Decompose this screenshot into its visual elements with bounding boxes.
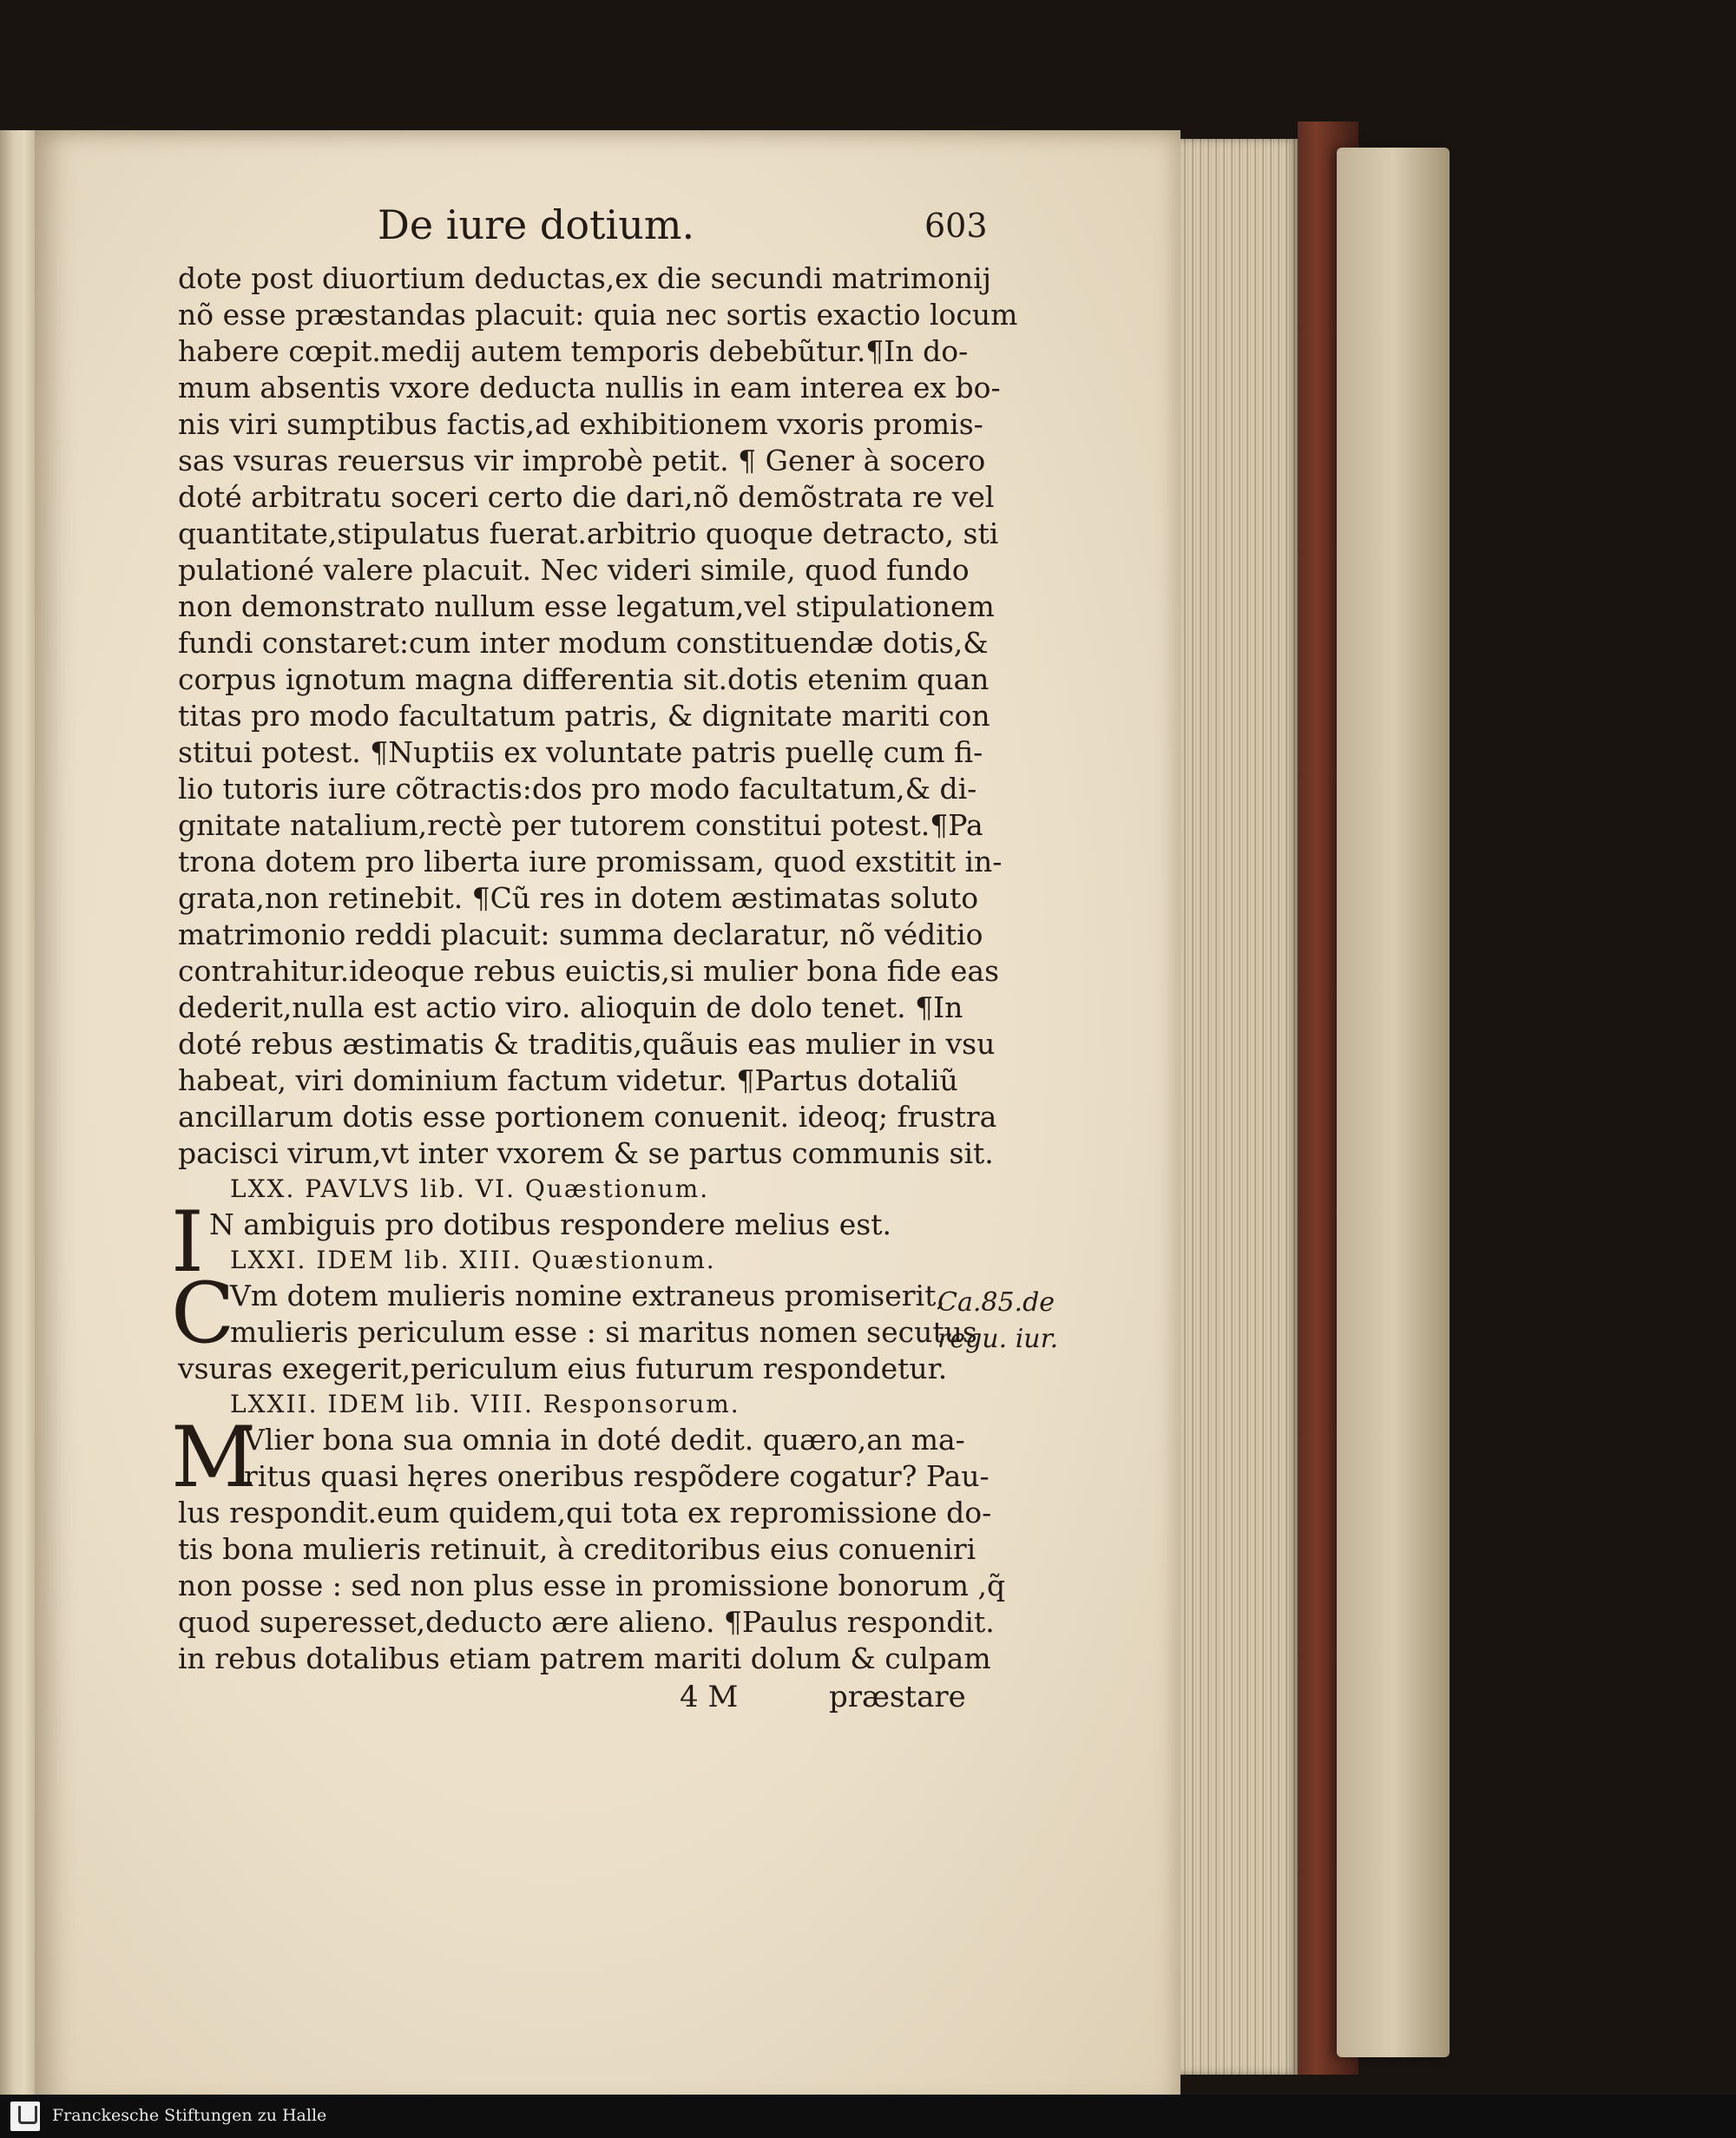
margin-note-line-1: Ca.85.de <box>937 1287 1055 1318</box>
text-line: in rebus dotalibus etiam patrem mariti dolum & culpam <box>178 1641 991 1675</box>
text-line: non demonstrato nullum esse legatum,vel stipulationem <box>178 589 995 623</box>
text-line: lus respondit.eum quidem,qui tota ex repromissione do- <box>178 1496 992 1529</box>
text-line: grata,non retinebit. ¶Cũ res in dotem æstimatas soluto <box>178 881 979 915</box>
text-line: doté arbitratu soceri certo die dari,nõ demõstrata re vel <box>178 480 995 514</box>
text-line: quod superesset,deducto ære alieno. ¶Paulus respondit. <box>178 1605 995 1639</box>
text-line: dote post diuortium deductas,ex die secundi matrimonij <box>178 261 991 295</box>
paragraph-71 <box>171 1265 977 1387</box>
text-line: mum absentis vxore deducta nullis in eam interea ex bo- <box>178 371 1001 405</box>
page-header <box>178 201 988 260</box>
text-line: trona dotem pro liberta iure promissam, quod exstitit in- <box>178 845 1003 878</box>
facing-page-edge <box>0 130 35 2127</box>
text-line: non posse : sed non plus esse in promissione bonorum ,q̃ <box>178 1569 1006 1602</box>
text-line: nis viri sumptibus factis,ad exhibitionem vxoris promis- <box>178 407 983 441</box>
text-line: N ambiguis pro dotibus respondere melius est. <box>209 1207 891 1241</box>
paragraph-72 <box>171 1409 1006 1677</box>
page-block-edges <box>1180 139 1298 2075</box>
footer-bar <box>0 2095 1736 2138</box>
text-line: habere cœpit.medij autem temporis debebũtur.¶In do- <box>178 334 969 368</box>
text-line: vsuras exegerit,periculum eius futurum respondetur. <box>178 1352 948 1385</box>
text-line: lio tutoris iure cõtractis:dos pro modo facultatum,& di- <box>178 772 977 806</box>
text-line: Vm dotem mulieris nomine extraneus promiserit, <box>230 1279 945 1312</box>
text-line: tis bona mulieris retinuit, à creditoribus eius conueniri <box>178 1532 976 1566</box>
text-line: habeat, viri dominium factum videtur. ¶Partus dotaliũ <box>178 1063 958 1097</box>
text-line: gnitate natalium,rectè per tutorem constitui potest.¶Pa <box>178 808 983 842</box>
text-line: ancillarum dotis esse portionem conuenit. ideoq; frustra <box>178 1100 997 1134</box>
drop-capital-c: C <box>171 1265 235 1362</box>
text-line: fundi constaret:cum inter modum constituendæ dotis,& <box>178 626 989 660</box>
drop-capital-i: I <box>171 1194 204 1291</box>
signature-mark: 4 M <box>680 1680 739 1714</box>
section-heading-71: LXXI. IDEM lib. XIII. Quæstionum. <box>230 1246 716 1274</box>
text-line: mulieris periculum esse : si maritus nomen secutus <box>230 1315 977 1349</box>
text-line: matrimonio reddi placuit: summa declaratur, nõ véditio <box>178 918 983 951</box>
catchword: præstare <box>829 1680 966 1714</box>
text-line: titas pro modo facultatum patris, & dignitate mariti con <box>178 699 990 733</box>
text-line: nõ esse præstandas placuit: quia nec sortis exactio locum <box>178 298 1018 332</box>
institution-logo-icon <box>10 2102 40 2131</box>
text-line: pacisci virum,vt inter vxorem & se partus communis sit. <box>178 1136 994 1170</box>
text-line: Vlier bona sua omnia in doté dedit. quæro,an ma- <box>244 1423 965 1457</box>
running-title: De iure dotium. <box>378 201 695 248</box>
main-paragraph <box>178 260 1018 1172</box>
margin-note-line-2: regu. iur. <box>937 1324 1059 1354</box>
text-line: pulationé valere placuit. Nec videri simile, quod fundo <box>178 553 970 587</box>
catchline <box>178 1677 966 1720</box>
text-line: sas vsuras reuersus vir improbè petit. ¶ Gener à socero <box>178 444 986 477</box>
cover-flap <box>1337 148 1450 2057</box>
text-line: contrahitur.ideoque rebus euictis,si mulier bona fide eas <box>178 954 1000 988</box>
section-heading-72: LXXII. IDEM lib. VIII. Responsorum. <box>230 1390 740 1418</box>
text-line: doté rebus æstimatis & traditis,quãuis eas mulier in vsu <box>178 1027 996 1061</box>
section-heading-70: LXX. PAVLVS lib. VI. Quæstionum. <box>230 1174 710 1203</box>
text-line: quantitate,stipulatus fuerat.arbitrio quoque detracto, sti <box>178 516 999 550</box>
page-number: 603 <box>924 207 988 245</box>
text-line: ritus quasi hęres oneribus respõdere cogatur? Pau- <box>244 1459 990 1493</box>
drop-capital-m: M <box>171 1409 257 1506</box>
text-line: dederit,nulla est actio viro. alioquin de dolo tenet. ¶In <box>178 990 963 1024</box>
institution-name[interactable]: Franckesche Stiftungen zu Halle <box>52 2106 327 2125</box>
text-line: stitui potest. ¶Nuptiis ex voluntate patris puellę cum fi- <box>178 735 983 769</box>
text-line: corpus ignotum magna differentia sit.dotis etenim quan <box>178 662 990 696</box>
